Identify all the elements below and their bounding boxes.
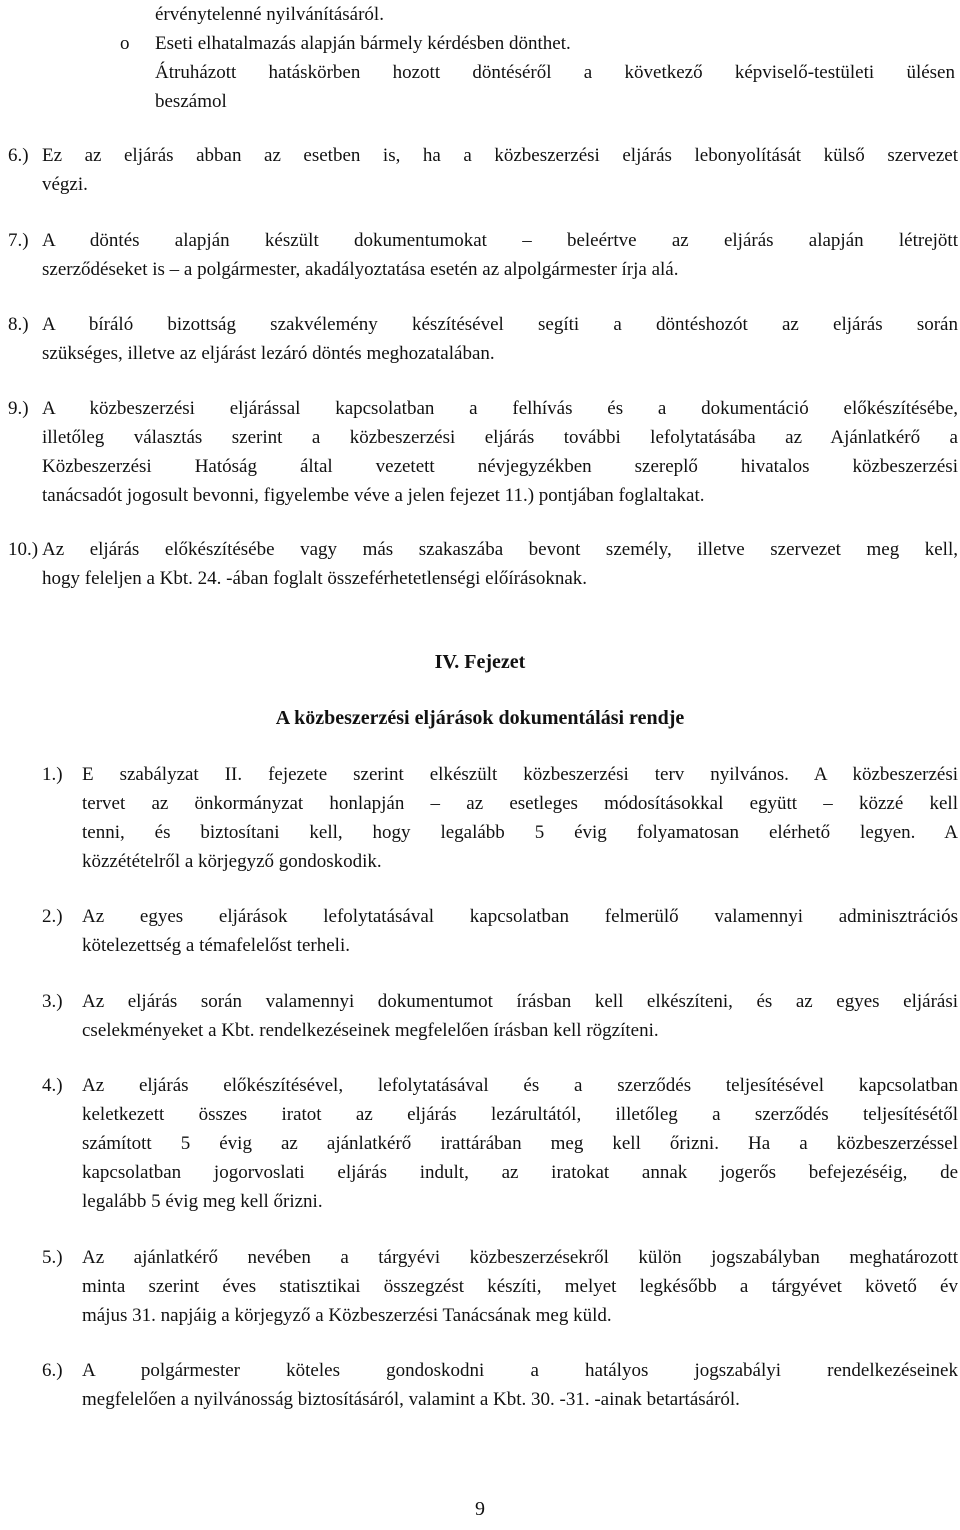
item-number: 9.) — [8, 398, 29, 419]
text-line: Átruházott hatáskörben hozott döntéséről a következő képviselő-testületi ülésen — [155, 62, 955, 83]
text-line: hogy feleljen a Kbt. 24. -ában foglalt összeférhetetlenségi előírásoknak. — [42, 568, 587, 589]
chapter-subtitle: A közbeszerzési eljárások dokumentálási rendje — [275, 707, 685, 729]
text-line: szerződéseket is – a polgármester, akadályoztatása esetén az alpolgármester írja alá. — [42, 259, 679, 280]
text-line: Az eljárás előkészítésébe vagy más szakaszába bevont személy, illetve szervezet meg kell, — [42, 539, 958, 560]
text-line: Eseti elhatalmazás alapján bármely kérdésben dönthet. — [155, 33, 571, 54]
text-line: szükséges, illetve az eljárást lezáró döntés meghozatalában. — [42, 343, 495, 364]
text-line: cselekményeket a Kbt. rendelkezéseinek megfelelően írásban kell rögzíteni. — [82, 1020, 659, 1041]
list-item — [82, 987, 958, 1045]
item-number: 6.) — [8, 145, 29, 166]
text-line: kapcsolatban jogorvoslati eljárás indult, az iratokat annak jogerős befejezéséig, de — [82, 1162, 958, 1183]
text-line: Az egyes eljárások lefolytatásával kapcsolatban felmerülő valamennyi adminisztrációs — [82, 906, 958, 927]
item-number: 3.) — [42, 991, 63, 1012]
bullet-mark: o — [120, 33, 130, 54]
continuation-text — [155, 0, 915, 29]
text-line: Közbeszerzési Hatóság által vezetett névjegyzékben szereplő hivatalos közbeszerzési — [42, 456, 958, 477]
text-line: május 31. napjáig a körjegyző a Közbeszerzési Tanácsának meg küld. — [82, 1305, 612, 1326]
page-number: 9 — [475, 1498, 485, 1520]
item-number: 4.) — [42, 1075, 63, 1096]
text-line: A bíráló bizottság szakvélemény készítésével segíti a döntéshozót az eljárás során — [42, 314, 958, 335]
text-line: A polgármester köteles gondoskodni a hatályos jogszabályi rendelkezéseinek — [82, 1360, 958, 1381]
text-line: érvénytelenné nyilvánításáról. — [155, 4, 384, 25]
text-line: E szabályzat II. fejezete szerint elkészült közbeszerzési terv nyilvános. A közbeszerzési — [82, 764, 958, 785]
text-line: tanácsadót jogosult bevonni, figyelembe véve a jelen fejezet 11.) pontjában foglaltakat. — [42, 485, 705, 506]
text-line: Az eljárás során valamennyi dokumentumot írásban kell elkészíteni, és az egyes eljárási — [82, 991, 958, 1012]
item-number: 2.) — [42, 906, 63, 927]
list-item — [42, 394, 958, 510]
list-item — [42, 535, 958, 593]
list-item — [82, 1356, 958, 1414]
item-number: 7.) — [8, 230, 29, 251]
text-line: keletkezett összes iratot az eljárás lezárultától, illetőleg a szerződés teljesítésétől — [82, 1104, 958, 1125]
list-item — [82, 1243, 958, 1330]
text-line: Ez az eljárás abban az esetben is, ha a közbeszerzési eljárás lebonyolítását külső szervezet — [42, 145, 958, 166]
text-line: közzétételről a körjegyző gondoskodik. — [82, 851, 382, 872]
text-line: A közbeszerzési eljárással kapcsolatban a felhívás és a dokumentáció előkészítésébe, — [42, 398, 958, 419]
text-line: kötelezettség a témafelelőst terheli. — [82, 935, 350, 956]
text-line: tenni, és biztosítani kell, hogy legalább 5 évig folyamatosan elérhető legyen. A — [82, 822, 958, 843]
text-line: Az eljárás előkészítésével, lefolytatásával és a szerződés teljesítésével kapcsolatban — [82, 1075, 958, 1096]
list-item — [82, 902, 958, 960]
list-item — [42, 310, 958, 368]
item-number: 1.) — [42, 764, 63, 785]
text-line: A döntés alapján készült dokumentumokat – beleértve az eljárás alapján létrejött — [42, 230, 958, 251]
item-number: 6.) — [42, 1360, 63, 1381]
item-number: 10.) — [8, 539, 39, 560]
text-line: számított 5 évig az ajánlatkérő irattárában meg kell őrizni. Ha a közbeszerzéssel — [82, 1133, 958, 1154]
list-item — [82, 1071, 958, 1216]
chapter-title: IV. Fejezet — [434, 651, 526, 673]
text-line: végzi. — [42, 174, 88, 195]
text-line: illetőleg választás szerint a közbeszerzési eljárás további lefolytatásába az Ajánlatkérő a — [42, 427, 958, 448]
list-item — [42, 141, 958, 199]
text-line: megfelelően a nyilvánosság biztosításáról, valamint a Kbt. 30. -31. -ainak betartásáról. — [82, 1389, 740, 1410]
item-number: 8.) — [8, 314, 29, 335]
item-number: 5.) — [42, 1247, 63, 1268]
text-line: beszámol — [155, 91, 227, 112]
list-item — [42, 226, 958, 284]
text-line: Az ajánlatkérő nevében a tárgyévi közbeszerzésekről külön jogszabályban meghatározott — [82, 1247, 958, 1268]
list-item — [82, 760, 958, 876]
text-line: minta szerint éves statisztikai összegzést készíti, melyet legkésőbb a tárgyévet követő év — [82, 1276, 958, 1297]
bullet-item — [155, 29, 955, 116]
text-line: tervet az önkormányzat honlapján – az esetleges módosításokkal együtt – közzé kell — [82, 793, 958, 814]
text-line: legalább 5 évig meg kell őrizni. — [82, 1191, 323, 1212]
